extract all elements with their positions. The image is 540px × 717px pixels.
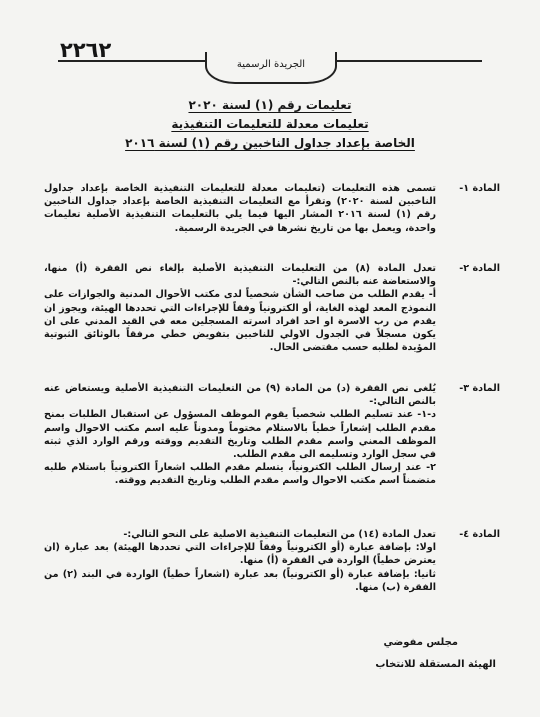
heading-title: تعليمات رقم (١) لسنة ٢٠٢٠ (188, 98, 352, 112)
gazette-badge: الجريدة الرسمية (205, 52, 337, 84)
article-label: المادة ١- (459, 183, 500, 194)
article-1 (44, 182, 500, 235)
article-paragraph: أ- يقدم الطلب من صاحب الشأن شخصياً لدى مكتب الأحوال المدنية والجوازات على النموذج المعد لهذه الغاية، أو الكترونياً وفقاً للإجراءات التي تحددها الهيئة، ويجوز ان يقدم من رب الاسرة او احد افراد اسرته المسجلين معه في القيد المدني على ان يكون مسجلاً في الجدول الاولي للناخبين بتفويض خطي مرفقاً بالوثائق الثبوتية المؤيدة لطلبه حسب مقتضى الحال. (44, 289, 436, 354)
article-paragraph: تعدل المادة (١٤) من التعليمات التنفيذية الاصلية على النحو التالي:- (123, 529, 436, 540)
heading-subject: الخاصة بإعداد جداول الناخبين رقم (١) لسنة ٢٠١٦ (125, 136, 415, 150)
article-paragraph: ثانيا: بإضافة عبارة (أو الكترونياً) بعد عبارة (اشعاراً خطياً) الواردة في البند (٢) من الفقرة (ب) منها. (44, 568, 436, 593)
document-headings (70, 96, 470, 153)
article-4 (44, 528, 500, 594)
heading-subtitle: تعليمات معدلة للتعليمات التنفيذية (171, 117, 369, 131)
page-number: ٢٢٦٢ (60, 38, 112, 62)
signature-block (375, 632, 496, 676)
article-paragraph: تعدل المادة (٨) من التعليمات التنفيذية الأصلية بإلغاء نص الفقرة (أ) منها، والاستعاضة عنه بالنص التالي:- (44, 263, 436, 288)
article-paragraph: يُلغى نص الفقرة (د) من المادة (٩) من التعليمات التنفيذية الأصلية ويستعاض عنه بالنص التالي:- (44, 383, 436, 408)
article-3 (44, 382, 500, 488)
article-paragraph: اولا: بإضافة عبارة (أو الكترونياً وفقاً للإجراءات التي تحددها الهيئة) بعد عبارة (ان يعترض خطياً) الواردة في الفقرة (أ) منها. (44, 542, 436, 567)
article-label: المادة ٢- (459, 263, 500, 274)
article-paragraph: ٢- عند إرسال الطلب الكترونياً، يتسلم مقدم الطلب اشعاراً الكترونياً باستلام طلبه متضمناً اسم مكتب الاحوال واسم مقدم الطلب وتاريخ التقديم ووقته. (44, 462, 436, 487)
article-label: المادة ٤- (459, 529, 500, 540)
signatory-name: مجلس مفوضي (383, 637, 458, 648)
article-paragraph: د-١- عند تسليم الطلب شخصياً يقوم الموظف المسؤول عن استقبال الطلبات بمنح مقدم الطلب إشعاراً خطياً بالاستلام مختوماً ومدوناً عليه اسم مكتب الاحوال واسم الموظف المعني واسم مقدم الطلب وتاريخ التقديم ووقته ورقم الوارد الذي ثبته في سجل الوارد وتسليمه الى مقدم الطلب. (44, 409, 436, 461)
article-2 (44, 262, 500, 354)
article-paragraph: تسمى هذه التعليمات (تعليمات معدلة للتعليمات التنفيذية الخاصة بإعداد جداول الناخبين لسنة ٢٠٢٠) وتقرأ مع التعليمات التنفيذية الخاصة بإعداد جداول الناخبين رقم (١) لسنة ٢٠١٦ المشار اليها فيما يلي بالتعليمات التنفيذية الأصلية تعليمات واحدة، ويعمل بها من تاريخ نشرها في الجريدة الرسمية. (44, 183, 437, 234)
article-label: المادة ٣- (459, 383, 500, 394)
signatory-body: الهيئة المستقلة للانتخاب (375, 659, 496, 670)
